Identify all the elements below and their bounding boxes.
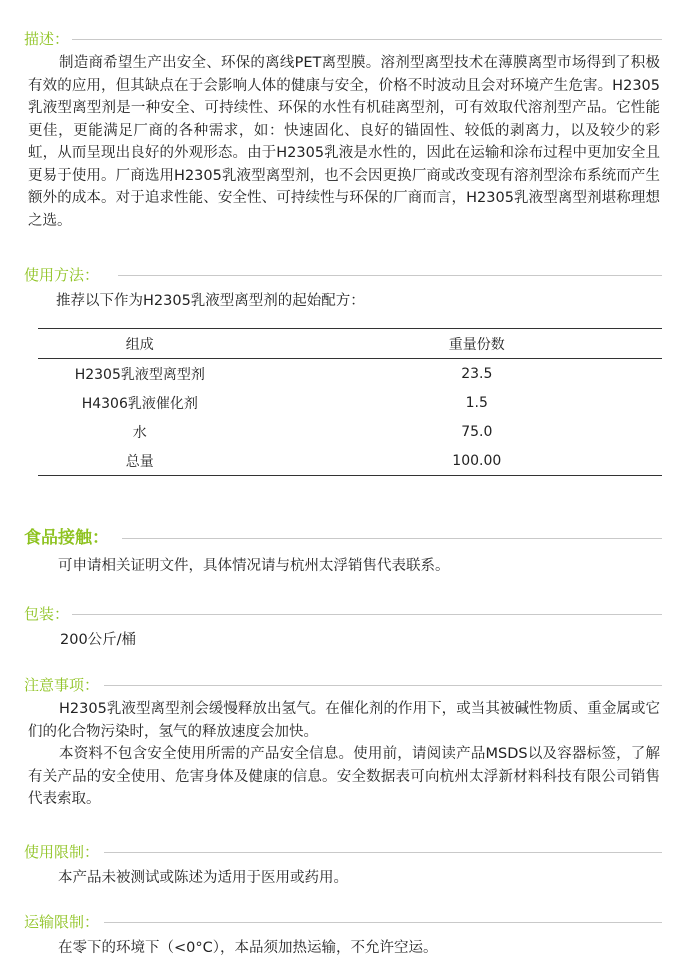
section-divider	[72, 39, 662, 40]
transport-limits-section	[0, 911, 700, 959]
use-limits-section	[0, 841, 700, 889]
usage-intro: 推荐以下作为H2305乳液型离型剂的起始配方：	[56, 293, 365, 309]
section-divider	[104, 685, 662, 686]
usage-header	[0, 264, 700, 290]
packaging-header	[0, 603, 700, 629]
table-cell: 水	[132, 424, 147, 441]
packaging-section	[0, 603, 700, 651]
food-contact-header	[0, 527, 700, 553]
table-row	[38, 359, 662, 389]
section-divider	[104, 922, 662, 923]
description-body: 制造商希望生产出安全、环保的离线PET离型膜。溶剂型离型技术在薄膜离型市场得到了积极有效的应用，但其缺点在于会影响人体的健康与安全，价格不时波动且会对环境产生危害。H2305乳液型离型剂是一种安全、可持续性、环保的水性有机硅离型剂，可有效取代溶剂型产品。它性能更佳，更能满足厂商的各种需求，如：快速固化、良好的锚固性、较低的剥离力，以及较少的彩虹，从而呈现出良好的外观形态。由于H2305乳液是水性的，因此在运输和涂布过程中更加安全且更易于使用。厂商选用H2305乳液型离型剂，也不会因更换厂商或改变现有溶剂型涂布系统而产生额外的成本。对于追求性能、安全性、可持续性与环保的厂商而言，H2305乳液型离型剂堪称理想之选。	[28, 55, 660, 229]
packaging-title: 包装：	[24, 605, 70, 623]
packaging-body: 200公斤/桶	[60, 632, 137, 648]
table-row	[38, 446, 662, 476]
food-contact-section	[0, 527, 700, 577]
use-limits-title: 使用限制：	[24, 843, 100, 861]
description-section	[0, 28, 700, 232]
notes-section	[0, 674, 700, 811]
table-cell: 1.5	[465, 394, 488, 411]
notes-title: 注意事项：	[24, 676, 100, 694]
table-cell: 总量	[125, 453, 154, 470]
notes-paragraph-1: H2305乳液型离型剂会缓慢释放出氢气。在催化剂的作用下，或当其被碱性物质、重金属或它们的化合物污染时，氢气的释放速度会加快。	[28, 701, 660, 740]
table-cell: 100.00	[452, 452, 502, 469]
table-header-row	[38, 329, 662, 359]
notes-paragraph-2: 本资料不包含安全使用所需的产品安全信息。使用前，请阅读产品MSDS以及容器标签，了解有关产品的安全使用、危害身体及健康的信息。安全数据表可向杭州太浮新材料科技有限公司销售代表索取。	[28, 746, 660, 807]
formula-table	[38, 328, 662, 476]
transport-limits-body: 在零下的环境下（<0°C），本品须加热运输，不允许空运。	[58, 940, 438, 956]
usage-section	[0, 264, 700, 312]
section-divider	[72, 614, 662, 615]
food-contact-body: 可申请相关证明文件，具体情况请与杭州太浮销售代表联系。	[58, 558, 450, 574]
column-header: 组成	[125, 336, 154, 353]
transport-limits-header	[0, 911, 700, 937]
table-cell: 75.0	[461, 423, 493, 440]
description-header	[0, 28, 700, 54]
table-cell: H2305乳液型离型剂	[74, 366, 205, 383]
description-title: 描述：	[24, 30, 70, 48]
table-cell: 23.5	[461, 365, 493, 382]
use-limits-header	[0, 841, 700, 867]
section-divider	[104, 852, 662, 853]
notes-header	[0, 674, 700, 700]
section-divider	[118, 275, 662, 276]
usage-title: 使用方法：	[24, 266, 100, 284]
use-limits-body: 本产品未被测试或陈述为适用于医用或药用。	[58, 870, 348, 886]
column-header: 重量份数	[448, 336, 505, 353]
table-row	[38, 388, 662, 417]
table-cell: H4306乳液催化剂	[81, 395, 198, 412]
food-contact-title: 食品接触：	[24, 528, 109, 548]
transport-limits-title: 运输限制：	[24, 913, 100, 931]
table-row	[38, 417, 662, 446]
section-divider	[122, 538, 662, 539]
